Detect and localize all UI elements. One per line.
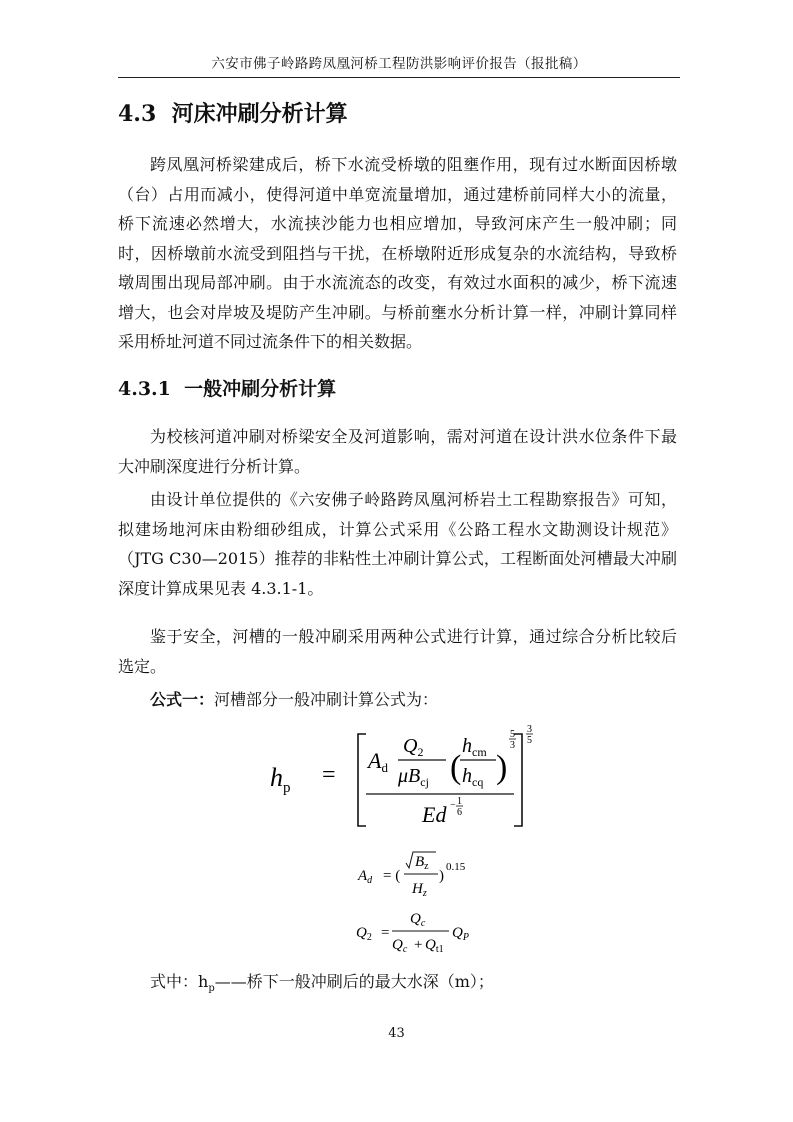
exp-Ed-sign: − xyxy=(450,800,456,811)
running-header: 六安市佛子岭路跨凤凰河桥工程防洪影响评价报告（报批稿） xyxy=(118,52,680,78)
section-title: 河床冲刷分析计算 xyxy=(171,101,348,127)
hcm-term: $h_{cm}$ xyxy=(462,735,487,759)
Hz-term: $H_z$ xyxy=(412,881,427,899)
Qt1-den: $Q_{t1}$ xyxy=(425,937,444,955)
right-bracket xyxy=(514,734,522,826)
exp-Ed-den: 6 xyxy=(457,807,462,818)
paren-open: ( xyxy=(450,749,462,786)
Bz-term: $B_z$ xyxy=(415,854,429,872)
section-heading xyxy=(118,97,348,128)
mu-B-term: $\mu B_{cj}$ xyxy=(398,765,429,789)
exp-Ed-num: 1 xyxy=(457,796,462,807)
formula-hp xyxy=(270,722,560,832)
page-number: 43 xyxy=(388,1026,405,1041)
subsection-heading xyxy=(118,374,336,401)
Ed-term: Ed xyxy=(422,802,447,827)
paragraph-intro: 跨凤凰河桥梁建成后，桥下水流受桥墩的阻壅作用，现有过水断面因桥墩（台）占用而减小，使得河道中单宽流量增加，通过建桥前同样大小的流量，桥下流速必然增大，水流挟沙能力也相应增加，导致河床产生一般冲刷；同时，因桥墩前水流受到阻挡与干扰，在桥墩附近形成复杂的水流结构，导致桥墩周围出现局部冲刷。由于水流流态的改变，有效过水面积的减少，桥下流速增大，也会对岸坡及堤防产生冲刷。与桥前壅水分析计算一样，冲刷计算同样采用桥址河道不同过流条件下的相关数据。 xyxy=(118,155,677,351)
section-number: 4.3 xyxy=(118,101,157,127)
Ad-symbol: $A_d$ xyxy=(358,868,373,886)
formula-intro-text: 河槽部分一般冲刷计算公式为： xyxy=(214,690,439,709)
subsection-title: 一般冲刷分析计算 xyxy=(184,378,337,400)
formula-Q2 xyxy=(354,908,524,958)
formula-Ad xyxy=(356,846,526,902)
Ad-term: Ad xyxy=(368,748,388,775)
exp-inner-num: 5 xyxy=(510,729,515,740)
formula-intro xyxy=(118,685,677,715)
paragraph-safety: 鉴于安全，河槽的一般冲刷采用两种公式进行计算，通过综合分析比较后选定。 xyxy=(118,627,677,676)
hp-symbol: $h_p$ xyxy=(270,763,291,796)
paragraph-purpose: 为校核河道冲刷对桥梁安全及河道影响，需对河道在设计洪水位条件下最大冲刷深度进行分析计算。 xyxy=(118,427,677,476)
exp-outer-num: 3 xyxy=(527,724,532,735)
formula-label: 公式一： xyxy=(150,690,215,709)
exp-inner-den: 3 xyxy=(510,740,515,751)
where-definition: 式中：$h_p——$桥下一般冲刷后的最大水深（m）； xyxy=(150,972,494,995)
paragraph-method: 由设计单位提供的《六安佛子岭路跨凤凰河桥岩土工程勘察报告》可知，拟建场地河床由粉细砂组成，计算公式采用《公路工程水文勘测设计规范》（JTG C30—2015）推荐的非粘性土冲刷计算公式，工程断面处河槽最大冲刷深度计算成果见表 4.3.1-1。 xyxy=(118,490,677,598)
equals-open: = ( xyxy=(383,868,401,884)
plus-sign: + xyxy=(414,937,423,953)
Qc-num: $Q_c$ xyxy=(410,911,426,929)
Q2-term: $Q_2$ xyxy=(403,735,424,759)
paren-close: ) xyxy=(439,868,444,884)
hcq-term: $h_{cq}$ xyxy=(462,765,484,789)
Qc-den: $Q_c$ xyxy=(392,937,408,955)
left-bracket xyxy=(358,734,366,826)
exp-outer-den: 5 xyxy=(527,735,532,746)
paren-close: ) xyxy=(496,749,508,786)
exponent: 0.15 xyxy=(446,861,466,873)
Q2-symbol: $Q_2$ xyxy=(356,925,372,943)
equals-sign: = xyxy=(381,925,390,941)
QP-term: $Q_P$ xyxy=(452,925,469,943)
equals-sign: = xyxy=(322,762,336,788)
subsection-number: 4.3.1 xyxy=(118,378,171,400)
